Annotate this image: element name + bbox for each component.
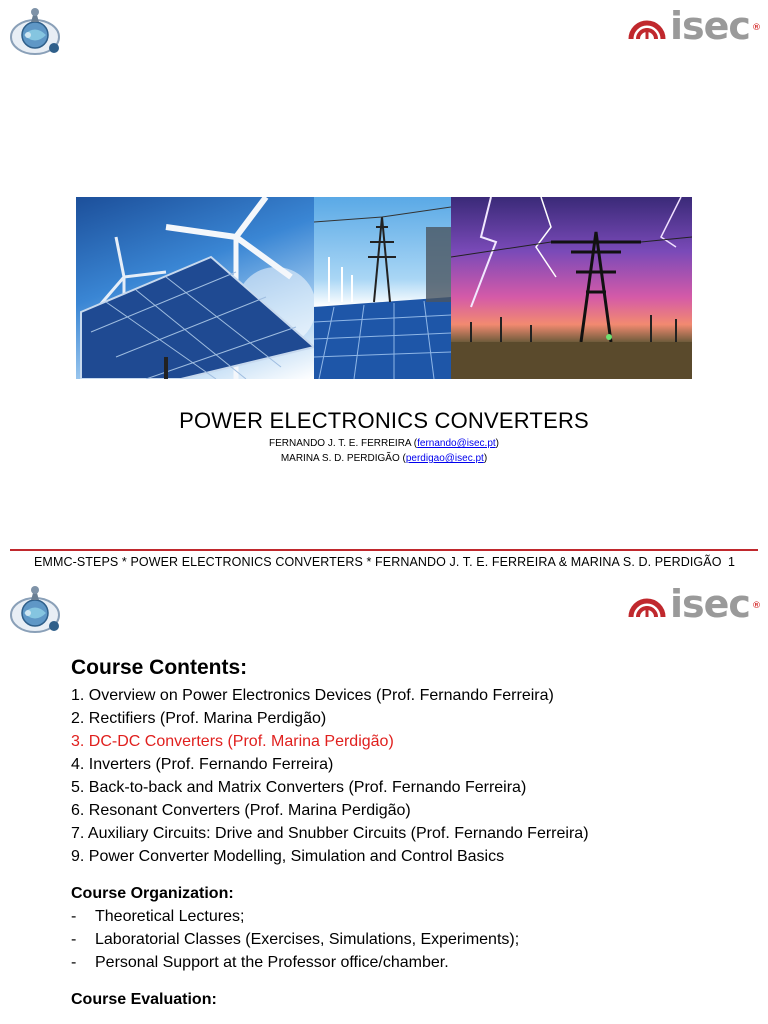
isec-logo-text: isec ® (670, 4, 760, 48)
list-item: 1. Overview on Power Electronics Devices (Prof. Fernando Ferreira) (71, 687, 554, 704)
faculty-emblem-logo (8, 4, 64, 58)
list-item: - Theoretical Lectures; (71, 908, 245, 925)
footer-text: EMMC-STEPS * POWER ELECTRONICS CONVERTERS * FERNANDO J. T. E. FERREIRA & MARINA S. D. PERDIGÃO (34, 555, 722, 569)
solar-field-pylon-image (314, 197, 451, 379)
lightning-pylon-image (451, 197, 692, 379)
list-item: - Laboratorial Classes (Exercises, Simulations, Experiments); (71, 931, 520, 948)
isec-arch-icon (628, 11, 666, 41)
author-line-1: FERNANDO J. T. E. FERREIRA (fernando@isec.pt) (268, 438, 500, 449)
page-number: 1 (728, 555, 735, 569)
isec-logo (628, 582, 762, 626)
author-1-email-link[interactable]: fernando@isec.pt (417, 438, 496, 449)
list-item-highlighted: 3. DC-DC Converters (Prof. Marina Perdigão) (71, 733, 394, 750)
course-contents-list (71, 684, 751, 868)
list-item: 4. Inverters (Prof. Fernando Ferreira) (71, 756, 334, 773)
energy-banner-image (76, 197, 692, 379)
course-info (71, 654, 751, 1011)
isec-logo (628, 4, 762, 48)
presentation-title: POWER ELECTRONICS CONVERTERS (179, 408, 589, 433)
author-2-email-link[interactable]: perdigao@isec.pt (405, 453, 484, 464)
isec-logo-text: isec ® (670, 582, 760, 626)
list-item: 2. Rectifiers (Prof. Marina Perdigão) (71, 710, 327, 727)
wind-solar-panel-image (76, 197, 314, 379)
course-organization-list (71, 905, 751, 974)
faculty-emblem-logo (8, 582, 64, 636)
list-item: 6. Resonant Converters (Prof. Marina Perdigão) (71, 802, 411, 819)
list-item: - Personal Support at the Professor office/chamber. (71, 954, 449, 971)
isec-arch-icon (628, 589, 666, 619)
list-item: 5. Back-to-back and Matrix Converters (Prof. Fernando Ferreira) (71, 779, 527, 796)
author-line-2: MARINA S. D. PERDIGÃO (perdigao@isec.pt) (280, 453, 488, 464)
list-item: 7. Auxiliary Circuits: Drive and Snubber Circuits (Prof. Fernando Ferreira) (71, 825, 589, 842)
slide-2 (0, 578, 768, 1024)
list-item: 9. Power Converter Modelling, Simulation and Control Basics (71, 848, 505, 865)
course-organization-heading: Course Organization: (71, 885, 234, 902)
footer-divider (10, 549, 758, 551)
course-evaluation-heading: Course Evaluation: (71, 991, 217, 1008)
course-contents-heading: Course Contents: (71, 656, 248, 679)
